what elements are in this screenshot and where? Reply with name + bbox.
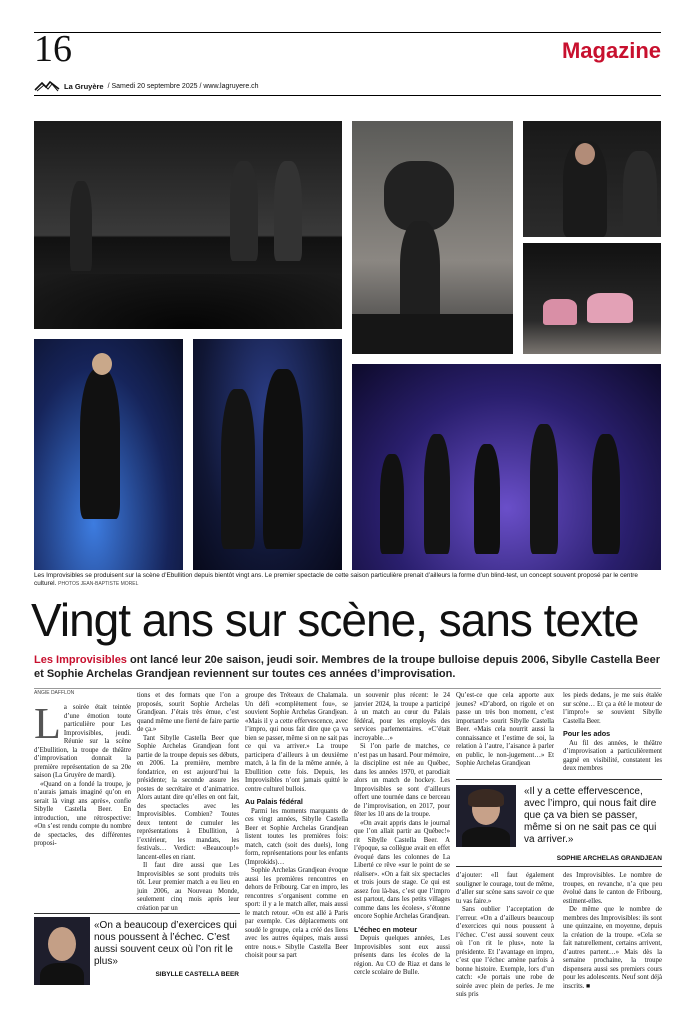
photo-credit: PHOTOS JEAN-BAPTISTE MOREL	[58, 581, 139, 588]
paragraph: Tant Sibylle Castella Beer que Sophie Archelas Grandjean font partie de la troupe depuis ses débuts, en 2006. La première, membre fondatrice, en est aujourd’hui la présidente; la seconde assure les postes de secrétaire et d’animatrice. Alors autant dire qu’elles en ont fait, des spectacles avec les Improvisibles. Combien? Toutes deux tentent de cumuler les représentations à Ebullition, à l’extérieur, les mandats, les festivals… Verdict: «Beaucoup!» lancent-elles en riant.	[137, 734, 239, 861]
pull-quote-sibylle	[94, 920, 239, 978]
photo-duo-performers	[193, 339, 342, 570]
quote-rule	[456, 779, 662, 780]
paragraph: Sans oublier l’acceptation de l’erreur. «On a d’ailleurs beaucoup d’exercices qui nous poussent à l’échec. C’est aussi souvent ceux où l’on rit le plus», note la présidente. Et l’avantage en impro, c’est que l’échec amène parfois à bonne histoire. Exemple, lors d’un catch: «Je portais une robe de soirée avec plein de perles. Je me suis pris	[456, 906, 554, 998]
quote-rule	[456, 866, 662, 867]
article-column-4	[354, 692, 450, 978]
pull-quote-sophie-author	[456, 852, 662, 862]
photo-caption	[34, 572, 662, 589]
quote-text: «Il y a cette effervescence, avec l’impro, qui nous fait dire que ça va bien se passer, même si on ne sait pas ce qui va arriver.»	[524, 786, 657, 845]
subheading: Pour les ados	[563, 729, 611, 738]
paragraph: d’ajouter: «Il faut également souligner le courage, tout de même, d’aller sur scène sans savoir ce que tu vas faire.»	[456, 872, 554, 905]
newspaper-name: La Gruyère	[64, 81, 104, 91]
paragraph: tions et des formats que l’on a proposés, sourit Sophie Archelas Grandjean. J’étais très émue, c’est quand même une fierté de faire partie de ça.»	[137, 692, 239, 733]
dropcap: L	[34, 699, 61, 748]
quote-author: SIBYLLE CASTELLA BEER	[155, 971, 239, 978]
paragraph: Au fil des années, le théâtre d’improvisation a particulièrement gagné en visibilité, constatent les deux membres	[563, 739, 662, 772]
headline: Vingt ans sur scène, sans texte	[31, 594, 639, 646]
article-column-6-continued	[563, 872, 662, 991]
portrait-sibylle	[34, 917, 90, 985]
standfirst	[34, 654, 664, 681]
article-column-6	[563, 692, 662, 774]
paragraph: a soirée était teintée d’une émotion toute particulière pour Les Improvisibles, jeudi. Réunie sur la scène d’Ebullition, la troupe de théâtre d’improvisation donnait la première représentation de sa 20e saison (La Gruyère de mardi).	[34, 704, 131, 779]
standfirst-highlight: Les Improvisibles	[34, 654, 127, 666]
header-rule	[34, 95, 661, 96]
caption-text: Les Improvisibles se produisent sur la scène d’Ebullition depuis bientôt vingt ans. Le premier spectacle de cette saison particulière prenait d’ailleurs la forme d’un blind-test, un concept souvent proposé par le centre culturel.	[34, 572, 638, 588]
photo-pink-sneakers	[523, 243, 661, 354]
paragraph: Depuis quelques années, Les Improvisibles sont eux aussi présents dans les écoles de la région. Au CO de Riaz et dans le cercle scolaire de Bulle.	[354, 935, 450, 976]
paragraph: Il faut dire aussi que Les Improvisibles se sont produits très tôt. Leur premier match a eu lieu en juin 2006, au Nouveau Monde, seulement cinq mois après leur création par un	[137, 862, 239, 912]
pull-quote-sophie	[524, 786, 662, 846]
quote-author: SOPHIE ARCHELAS GRANDJEAN	[556, 855, 662, 862]
paragraph: De même que le nombre de membres des Improvisibles: ils sont une quinzaine, en moyenne, depuis la création de la troupe. «Cela se fait naturellement, certains arrivent, d’autres partent…» Mais dès la semaine prochaine, la troupe dispensera aussi ses premiers cours pour les adolescents. Neuf sont déjà inscrits. ■	[563, 906, 662, 990]
photo-stage-wide	[34, 121, 342, 329]
bird-logo-icon	[34, 80, 60, 92]
article-column-5	[456, 692, 554, 769]
masthead	[34, 80, 259, 92]
paragraph: Qu’est-ce que cela apporte aux jeunes? «D’abord, on rigole et on passe un très bon moment, c’est important!» sourit Sibylle Castella Beer. «Mais cela nourrit aussi la connaissance et l’estime de soi, la relation à l’autre, l’aisance à parler en public, le non-jugement…» Et Sophie Archelas Grandjean	[456, 692, 554, 767]
photo-troupe-arms-raised	[352, 364, 661, 570]
paragraph: «On avait appris dans le journal que l’on allait partir au Québec!» rit Sibylle Castella Beer. A l’époque, sa collègue avait en effet évoqué dans les colonnes de La Liberté ce rêve «sur le point de se réaliser». «On a fait six spectacles et trois jours de stage. Ce qui est assez fou là-bas, c’est que l’impro est partout, dans les petits villages comme dans les écoles», s’étonne encore Sophie Archelas Grandjean.	[354, 819, 450, 920]
paragraph: Si l’on parle de matches, ce n’est pas un hasard. Pour mémoire, la discipline est née au Québec, dans les années 1970, et parodiait alors un match de hockey. Les Improvisibles se sont d’ailleurs offert une tournée dans ce berceau de l’improvisation, en 2017, pour fêter les 10 ans de la troupe.	[354, 743, 450, 818]
paragraph: groupe des Tréteaux de Chalamala. Un défi «complètement fou», se souvient Sophie Archelas Grandjean. «Mais il y a cette effervescence, avec l’impro, qui nous fait dire que ça va bien se passer, même si on ne sait pas ce qui va arriver.» La troupe participera d’ailleurs à un deuxième match, à la fin de la même année, à Ebullition cette fois. Depuis, les Improvisibles n’ont jamais quitté le centre culturel bullois.	[245, 692, 348, 793]
dateline: / Samedi 20 septembre 2025 / www.lagruyere.ch	[107, 82, 259, 90]
article-column-5-continued	[456, 872, 554, 1000]
byline: ANGIE DAFFLON	[34, 690, 75, 696]
subheading: Au Palais fédéral	[245, 797, 303, 806]
photo-performer-bowing	[352, 121, 513, 354]
top-rule	[34, 32, 661, 33]
page-number: 16	[34, 28, 72, 70]
quote-text: «On a beaucoup d’exercices qui nous poussent à l’échec. C’est aussi souvent ceux où l’on rit le plus»	[94, 920, 237, 967]
section-title: Magazine	[561, 38, 661, 63]
photo-performer-dress	[34, 339, 183, 570]
paragraph: un souvenir plus récent: le 24 janvier 2024, la troupe a participé à un match au cœur du Palais fédéral, pour les employés des services parlementaires. «C’était incroyable…»	[354, 692, 450, 742]
paragraph: «Quand on a fondé la troupe, je n’aurais jamais imaginé qu’on en serait là vingt ans après», confie Sibylle Castella Beer. En introduction, une rétrospective: «On s’est rendu compte du nombre de spectacles, des différentes proposi-	[34, 780, 131, 847]
article-column-3	[245, 692, 348, 961]
portrait-sophie	[456, 785, 516, 847]
paragraph: Parmi les moments marquants de ces vingt années, Sibylle Castella Beer et Sophie Archelas Grandjean listent toutes les premières fois: match, catch (soit des duels), long form, représentations pour les enfants (Improkids)…	[245, 807, 348, 866]
paragraph: des Improvisibles. Le nombre de troupes, en revanche, n’a que peu évolué dans le canton de Fribourg, estiment-elles.	[563, 872, 662, 905]
subheading: L’échec en moteur	[354, 924, 418, 934]
article-column-1	[34, 699, 131, 849]
photo-performer-headphones	[523, 121, 661, 237]
byline-rule	[34, 688, 661, 689]
standfirst-text: ont lancé leur 20e saison, jeudi soir. Membres de la troupe bulloise depuis 2006, Sibylle Castella Beer et Sophie Archelas Grandjean reviennent sur toutes ces années d’improvisation.	[34, 654, 661, 680]
paragraph: Sophie Archelas Grandjean évoque aussi les premières rencontres en dehors de Fribourg. Car en impro, les rencontres s’organisent comme en sport: il y a le match aller, mais aussi le match retour. «On est allé à Paris par exemple. Ces déplacements ont soudé le groupe, cela a créé des liens avec les autres équipes, mais aussi entre nous.» Sibylle Castella Beer choisit pour sa part	[245, 867, 348, 959]
paragraph: les pieds dedans, je me suis étalée sur scène… Et ça a été le moteur de l’impro!» se souvient Sibylle Castella Beer.	[563, 692, 662, 725]
quote-rule	[34, 913, 240, 914]
article-column-2	[137, 692, 239, 913]
